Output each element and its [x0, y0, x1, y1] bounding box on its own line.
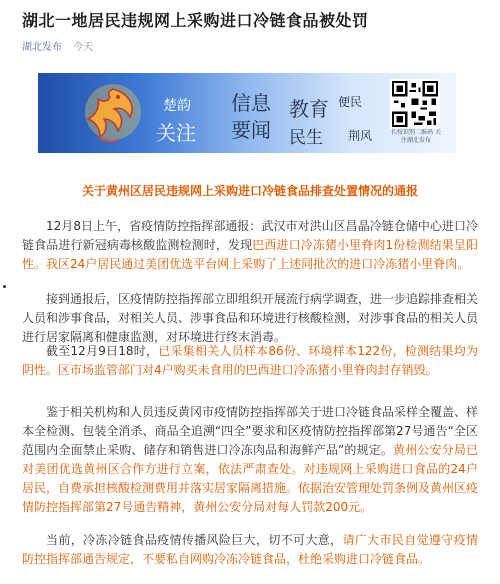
highlighted-text: 巴西进口冷冻猪小里脊肉1份检测结果呈阳性。我区24户居民通过美团优选平台网上采购了上述同批次的进口冷冻猪小里脊肉。	[22, 238, 478, 271]
body-text: 12月8日上午，省疫情防控指挥部通报：武汉市对洪山区昌晶冷链仓储中心进口冷链食品进行新冠病毒核酸监测检测时，发现	[22, 219, 478, 252]
notice-headline: 关于黄州区居民违规网上采购进口冷链食品排查处置情况的通报	[81, 184, 418, 198]
article-title: 湖北一地居民违规网上采购进口冷链食品被处罚	[22, 11, 369, 30]
highlighted-text: 已采集相关人员样本86份、环境样本122份，检测结果均为阴性。区市场监管部门对4户购买未食用的巴西进口冷冻猪小里脊肉封存销毁。	[22, 344, 478, 377]
highlighted-text: 请广大市民自觉遵守疫情防控指挥部通告规定，不要私自网购冷冻冷链食品，杜绝采购进口冷链食品。	[22, 533, 478, 566]
header-banner-image	[38, 73, 456, 153]
highlighted-text: 黄州公安分局已对美团优选黄州区合作方进行立案，依法严肃查处。对违规网上采购进口食品的24户居民，自费承担核酸检测费用并落实居家隔离措施。依据治安管理处罚条例及黄州区疫情防控指挥部第27号通告精神，黄州公安分局对每人罚款200元。	[22, 443, 479, 514]
phoenix-logo-icon	[78, 79, 148, 149]
source-account-link[interactable]: 湖北发布	[22, 42, 62, 53]
banner-word-guanzhu: 关注	[156, 121, 196, 145]
paragraph-5	[22, 531, 478, 569]
banner-word-jingfeng: 荆风	[348, 129, 373, 143]
banner-word-chuyun: 楚韵	[163, 98, 191, 114]
body-text: 鉴于相关机构和人员违反黄冈市疫情防控指挥部关于进口冷链食品采样全覆盖、样本全检测、包装全消杀、商品全追溯“四全”要求和区疫情防控指挥部第27号通告“全区范围内全面禁止采购、储存和销售进口冷冻肉品和海鲜产品”的规定。	[22, 405, 479, 457]
publish-time: 今天	[73, 42, 94, 53]
qr-caption: 长按识别二维码 关注湖北发布	[391, 129, 441, 144]
body-text: 截至12月9日18时，	[46, 344, 159, 358]
banner-word-bianmin: 便民	[338, 95, 363, 109]
paragraph-3	[22, 342, 478, 380]
paragraph-1	[22, 217, 478, 274]
banner-word-minsheng: 民生	[289, 128, 323, 148]
banner-word-jiaoyu: 教育	[289, 97, 329, 121]
bullet-dot-icon	[3, 285, 6, 288]
paragraph-2	[22, 290, 478, 347]
body-text: 接到通报后，区疫情防控指挥部立即组织开展流行病学调查，进一步追踪排查相关人员和涉事食品，对相关人员、涉事食品和环境进行核酸检测，对涉事食品的相关人员进行居家隔离和健康监测，对环境进行终末消毒。	[22, 292, 479, 344]
article-meta	[22, 38, 93, 53]
body-text: 当前，冷冻冷链食品疫情传播风险巨大，切不可大意，	[46, 533, 343, 547]
qr-code-icon[interactable]	[390, 79, 440, 129]
banner-word-yaowen: 要闻	[231, 118, 271, 142]
paragraph-4	[22, 403, 478, 517]
banner-word-xinxi: 信息	[231, 91, 271, 115]
